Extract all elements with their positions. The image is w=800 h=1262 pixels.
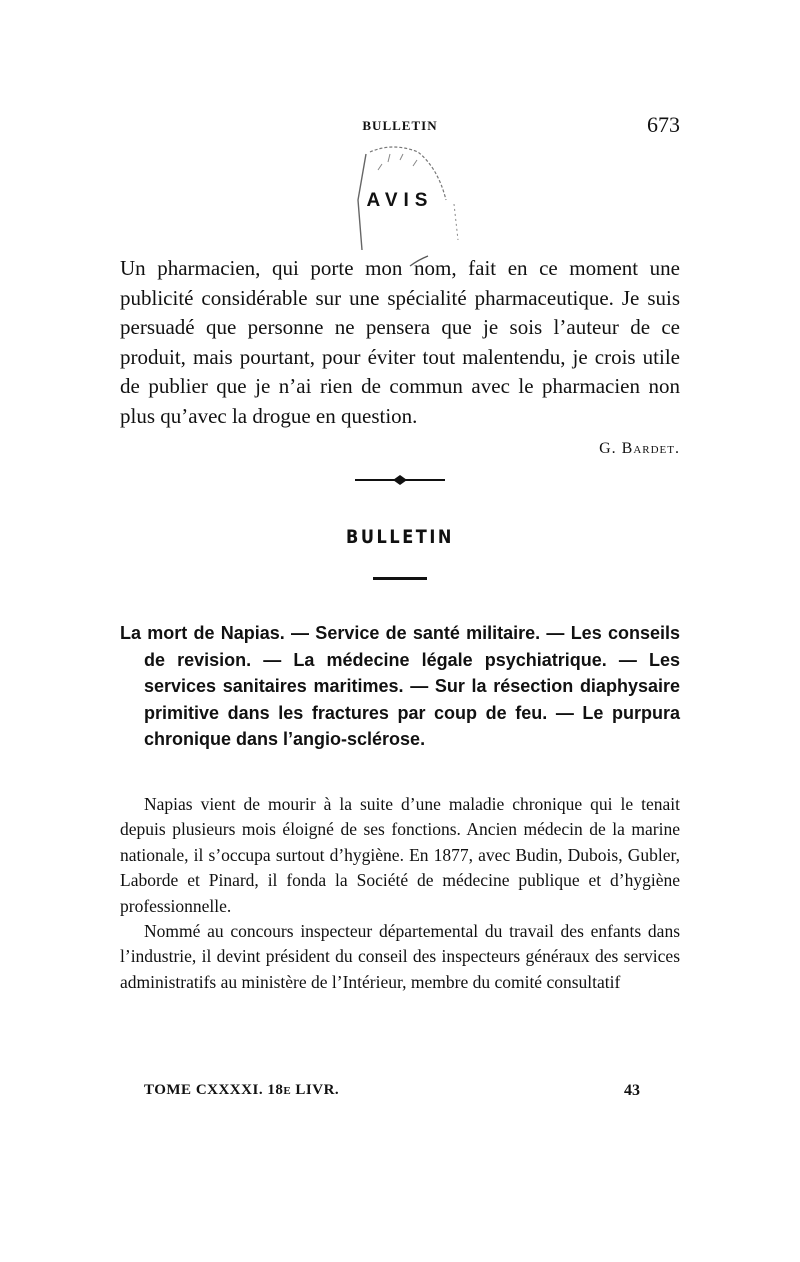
page-number: 673 (647, 112, 680, 137)
avis-body: Un pharmacien, qui porte mon nom, fait en ce moment une publicité considérable sur une spécialité pharmaceutique. Je suis persuadé que personne ne pensera que je sois l’auteur de ce produit, mais pourtant, pour éviter tout malentendu, je crois utile de publier que je n’ai rien de commun avec le pharmacien non plus qu’avec la drogue en question. (120, 256, 680, 428)
page-footer (120, 1082, 640, 1106)
signature-mark: 43 (624, 1082, 640, 1099)
section-divider (373, 577, 427, 580)
paragraph: Nommé au concours inspecteur départemental du travail des enfants dans l’industrie, il devint président du conseil des inspecteurs généraux des services administratifs au ministère de l’Intérieur, membre du comité consultatif (120, 921, 680, 992)
avis-heading: AVIS (366, 190, 434, 211)
paragraph: Napias vient de mourir à la suite d’une maladie chronique qui le tenait depuis plusieurs mois éloigné de ses fonctions. Ancien médecin de la marine nationale, il s’occupa surtout d’hygiène. En 1877, avec Budin, Dubois, Gubler, Laborde et Pinard, il fonda la Société de médecine publique et d’hygiène professionnelle. (120, 794, 680, 916)
running-title: BULLETIN (362, 118, 438, 133)
volume-label: TOME CXXXXI. 18e LIVR. (144, 1082, 340, 1098)
bulletin-summary: La mort de Napias. — Service de santé militaire. — Les conseils de revision. — La médecine légale psychiatrique. — Les services sanitaires maritimes. — Sur la résection diaphysaire primitive dans les fractures par coup de feu. — Le purpura chronique dans l’angio-sclérose. (120, 623, 680, 749)
main-text (120, 792, 680, 995)
avis-signature: G. Bardet. (599, 440, 680, 457)
section-title: BULLETIN (345, 526, 454, 548)
running-head (120, 112, 680, 136)
divider-ornament-icon (355, 474, 445, 486)
